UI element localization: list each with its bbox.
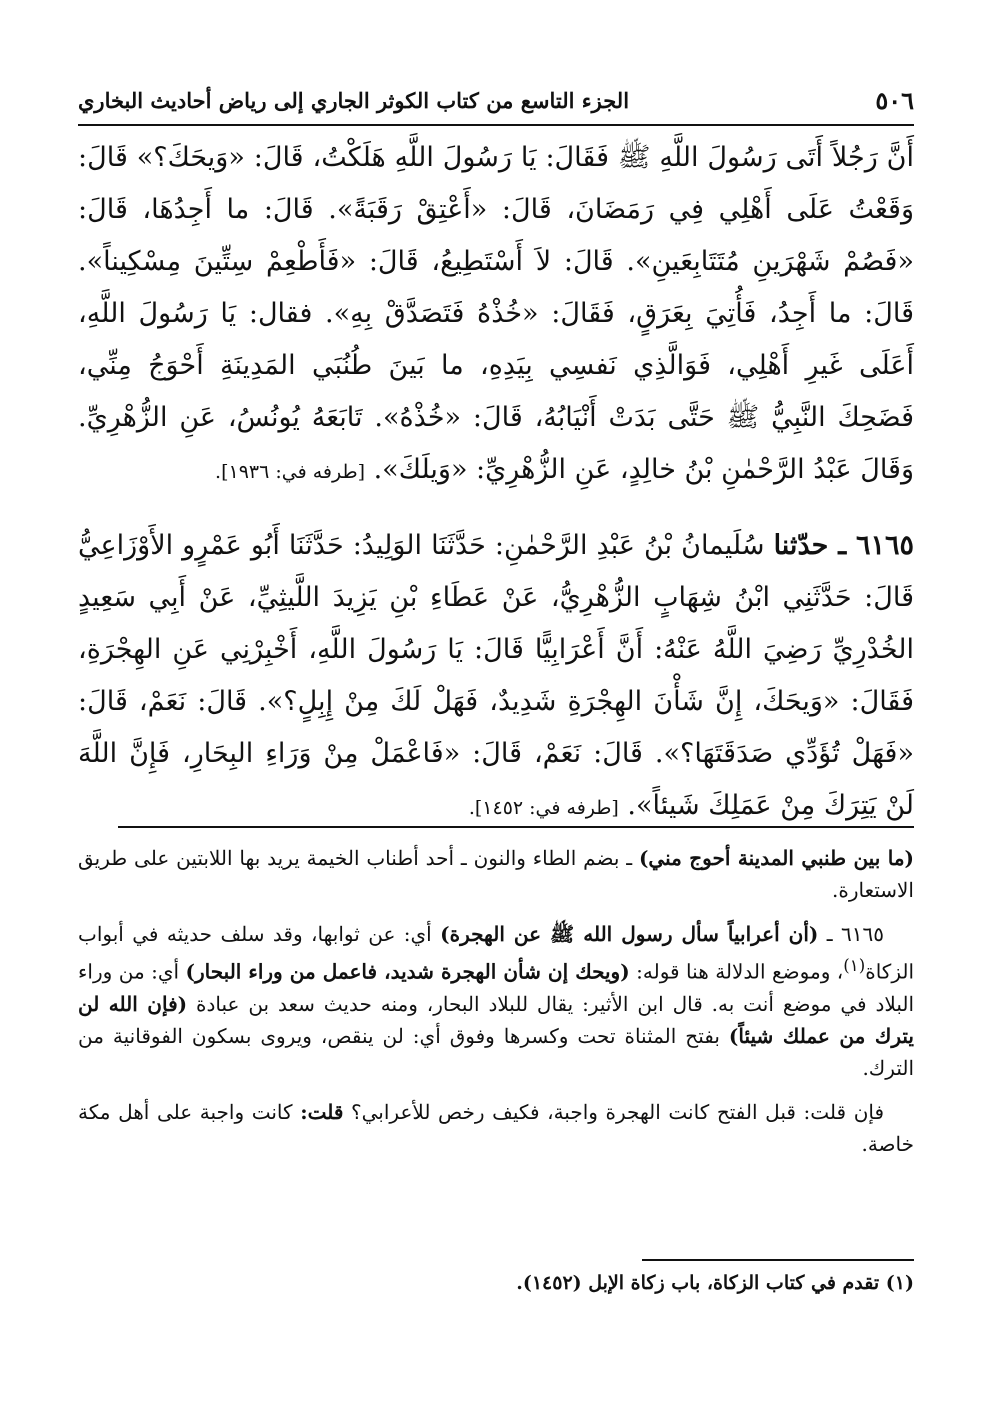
page-number: ٥٠٦	[875, 85, 914, 115]
hadith-text-block	[78, 132, 914, 834]
commentary-3-question: فإن قلت: قبل الفتح كانت الهجرة واجبة، فكيف رخص للأعرابي؟	[351, 1099, 885, 1124]
commentary-block	[78, 842, 914, 1160]
footnote-marker: (١)	[843, 956, 866, 975]
commentary-paragraph-1	[78, 842, 914, 906]
header-rule	[78, 124, 914, 126]
hadith-1-cross-reference: [طرفه في: ١٩٣٦].	[215, 461, 365, 483]
commentary-divider	[118, 826, 914, 828]
hadith-paragraph-1	[78, 132, 914, 498]
commentary-2-lemma: (أن أعرابياً سأل رسول الله ﷺ عن الهجرة)	[440, 922, 819, 946]
commentary-3-answer: كانت واجبة على أهل مكة خاصة.	[78, 1099, 914, 1156]
footnote-divider	[642, 1259, 914, 1261]
commentary-2-number: ٦١٦٥ ـ	[826, 922, 885, 946]
hadith-2-text: سُلَيمانُ بْنُ عَبْدِ الرَّحْمٰنِ: حَدَّثَنَا الوَلِيدُ: حَدَّثَنَا أَبُو عَمْرٍو الأَوْزَاعِيُّ قَالَ: حَدَّثَنِي ابْنُ شِهَابٍ الزُّهْرِيُّ، عَنْ عَطَاءِ بْنِ يَزِيدَ اللَّيثِيِّ، عَنْ أَبِي سَعِيدٍ الخُدْرِيِّ رَضِيَ اللَّهُ عَنْهُ: أَنَّ أَعْرَابِيًّا قَالَ: يَا رَسُولَ اللَّهِ، أَخْبِرْنِي عَنِ الهِجْرَةِ، فَقَالَ: «وَيحَكَ، إِنَّ شَأْنَ الهِجْرَةِ شَدِيدٌ، فَهَلْ لَكَ مِنْ إِبِلٍ؟». قَالَ: نَعَمْ، قَالَ: «فَهَلْ تُؤَدِّي صَدَقَتَهَا؟». قَالَ: نَعَمْ، قَالَ: «فَاعْمَلْ مِنْ وَرَاءِ البِحَارِ، فَإِنَّ اللَّهَ لَنْ يَتِرَكَ مِنْ عَمَلِكَ شَيئاً».	[78, 530, 914, 821]
hadith-paragraph-2	[78, 520, 914, 834]
commentary-2-quote-1: (ويحك إن شأن الهجرة شديد، فاعمل من وراء البحار)	[185, 959, 630, 984]
running-title: الجزء التاسع من كتاب الكوثر الجاري إلى رياض أحاديث البخاري	[78, 87, 630, 113]
hadith-2-cross-reference: [طرفه في: ١٤٥٢].	[468, 797, 619, 819]
commentary-2-text-d: بفتح المثناة تحت وكسرها وفوق أي: لن ينقص، ويروى بسكون الفوقانية من الترك.	[78, 1023, 914, 1080]
hadith-2-number: ٦١٦٥ ـ حدّثنا	[773, 530, 914, 561]
commentary-paragraph-3	[78, 1096, 914, 1160]
footnote-text: (١) تقدم في كتاب الزكاة، باب زكاة الإبل (١٤٥٢).	[516, 1272, 914, 1294]
commentary-paragraph-2	[78, 918, 914, 1084]
commentary-2-text-c: أي: من وراء البلاد في موضع أنت به. قال ابن الأثير: يقال للبلاد البحار، ومنه حديث سعد بن عبادة	[78, 959, 915, 1016]
commentary-1-lemma: (ما بين طنبي المدينة أحوج مني)	[638, 846, 914, 870]
footnote	[78, 1268, 914, 1298]
page-header	[78, 82, 914, 118]
commentary-2-text-a: أي: عن ثوابها، وقد سلف حديثه في أبواب الزكاة	[78, 922, 914, 984]
commentary-2-text-b: ، وموضع الدلالة هنا قوله:	[636, 959, 844, 984]
hadith-1-text: أَنَّ رَجُلاً أَتَى رَسُولَ اللَّهِ ﷺ فَقَالَ: يَا رَسُولَ اللَّهِ هَلَكْتُ، قَالَ: «وَيحَكَ؟» قَالَ: وَقَعْتُ عَلَى أَهْلِي فِي رَمَضَانَ، قَالَ: «أَعْتِقْ رَقَبَةً». قَالَ: ما أَجِدُهَا، قَالَ: «فَصُمْ شَهْرَينِ مُتَتَابِعَينِ». قَالَ: لاَ أَسْتَطِيعُ، قَالَ: «فَأَطْعِمْ سِتِّينَ مِسْكِيناً». قَالَ: ما أَجِدُ، فَأُتِيَ بِعَرَقٍ، فَقَالَ: «خُذْهُ فَتَصَدَّقْ بِهِ». فقال: يَا رَسُولَ اللَّهِ، أَعَلَى غَيرِ أَهْلِي، فَوَالَّذِي نَفسِي بِيَدِهِ، ما بَينَ طُنُبَي المَدِينَةِ أَحْوَجُ مِنِّي، فَضَحِكَ النَّبِيُّ ﷺ حَتَّى بَدَتْ أَنْيَابُهُ، قَالَ: «خُذْهُ». تَابَعَهُ يُونُسُ، عَنِ الزُّهْرِيِّ. وَقَالَ عَبْدُ الرَّحْمٰنِ بْنُ خالِدٍ، عَنِ الزُّهْرِيِّ: «وَيلَكَ».	[78, 142, 914, 485]
commentary-2-quote-2: (فإن الله لن يترك من عملك شيئاً)	[78, 991, 914, 1048]
commentary-1-text: ـ بضم الطاء والنون ـ أحد أطناب الخيمة يريد بها اللابتين على طريق الاستعارة.	[78, 846, 914, 902]
commentary-3-answer-label: قلت:	[300, 1099, 344, 1124]
